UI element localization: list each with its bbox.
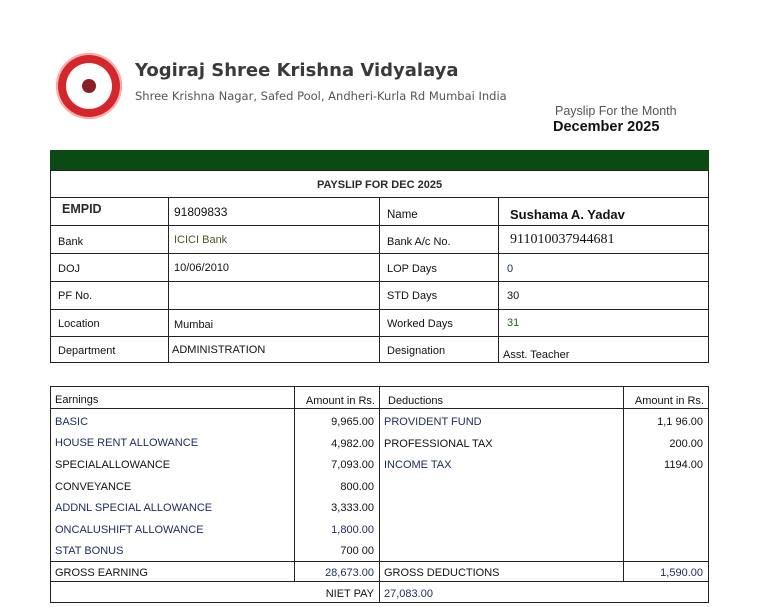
lop-value: 0 [507,263,514,275]
deductions-header: Deductions [388,395,444,407]
bank-ac-value: 911010037944681 [510,232,615,247]
earning-label: HOUSE RENT ALLOWANCE [55,437,199,449]
earning-label: SPECIALALLOWANCE [55,459,171,471]
earning-label: ONCALUSHIFT ALLOWANCE [55,524,204,536]
net-pay-label: NIET PAY [325,588,374,600]
payslip-month-label: Payslip For the Month [555,104,677,118]
gross-earning-label: GROSS EARNING [55,567,148,579]
school-seal-icon [56,53,122,119]
payslip-title: PAYSLIP FOR DEC 2025 [316,179,443,191]
department-label: Department [58,345,116,357]
cell [498,309,709,337]
std-value: 30 [507,290,520,302]
doj-value: 10/06/2010 [174,262,230,274]
seal-core [82,79,96,93]
earning-amount: 9,965.00 [331,416,374,428]
name-label: Name [387,209,418,221]
earning-amount: 1,800.00 [331,524,374,536]
earning-amount: 700 00 [340,545,374,557]
employee-name: Sushama A. Yadav [510,207,625,222]
cell [168,281,380,310]
location-label: Location [58,318,100,330]
empid-value: 91809833 [174,205,228,219]
gross-earning-value: 28,673.00 [325,567,374,579]
deduction-amount: 200.00 [669,438,703,450]
gross-deductions-value: 1,590.00 [660,567,703,579]
deductions-amount-header: Amount in Rs. [634,395,704,407]
lop-label: LOP Days [387,263,437,275]
designation-label: Designation [387,345,446,357]
net-pay-value: 27,083.00 [384,588,433,600]
earning-label: CONVEYANCE [55,481,132,493]
department-value: ADMINISTRATION [172,344,266,356]
cell [379,408,624,562]
worked-label: Worked Days [387,318,453,330]
earning-label: ADDNL SPECIAL ALLOWANCE [55,502,213,514]
bank-label: Bank [58,236,84,248]
school-address: Shree Krishna Nagar, Safed Pool, Andheri-Kurla Rd Mumbai India [135,89,507,103]
worked-value: 31 [507,317,520,329]
cell [498,253,709,282]
gross-deductions-label: GROSS DEDUCTIONS [384,567,500,579]
cell [498,281,709,310]
deduction-label: INCOME TAX [384,459,452,471]
deduction-label: PROFESSIONAL TAX [384,438,493,450]
header-band [50,150,709,170]
empid-label: EMPID [62,202,102,216]
earnings-amount-header: Amount in Rs. [305,395,375,407]
earnings-header: Earnings [55,394,99,406]
earning-label: STAT BONUS [55,545,124,557]
school-name: Yogiraj Shree Krishna Vidyalaya [135,60,459,81]
earning-amount: 4,982.00 [331,438,374,450]
earning-amount: 3,333.00 [331,502,374,514]
deduction-amount: 1194.00 [664,459,703,471]
location-value: Mumbai [174,319,214,331]
earning-amount: 800.00 [340,481,374,493]
doj-label: DOJ [58,263,80,275]
deduction-label: PROVIDENT FUND [384,416,482,428]
pf-label: PF No. [58,290,93,302]
earning-label: BASIC [55,416,89,428]
bank-value: ICICI Bank [174,234,228,246]
designation-value: Asst. Teacher [503,349,570,361]
payslip-month: December 2025 [553,119,660,135]
cell [623,408,709,562]
bank-ac-label: Bank A/c No. [387,236,451,248]
earning-amount: 7,093.00 [331,459,374,471]
std-label: STD Days [387,290,438,302]
deduction-amount: 1,1 96.00 [657,416,703,428]
